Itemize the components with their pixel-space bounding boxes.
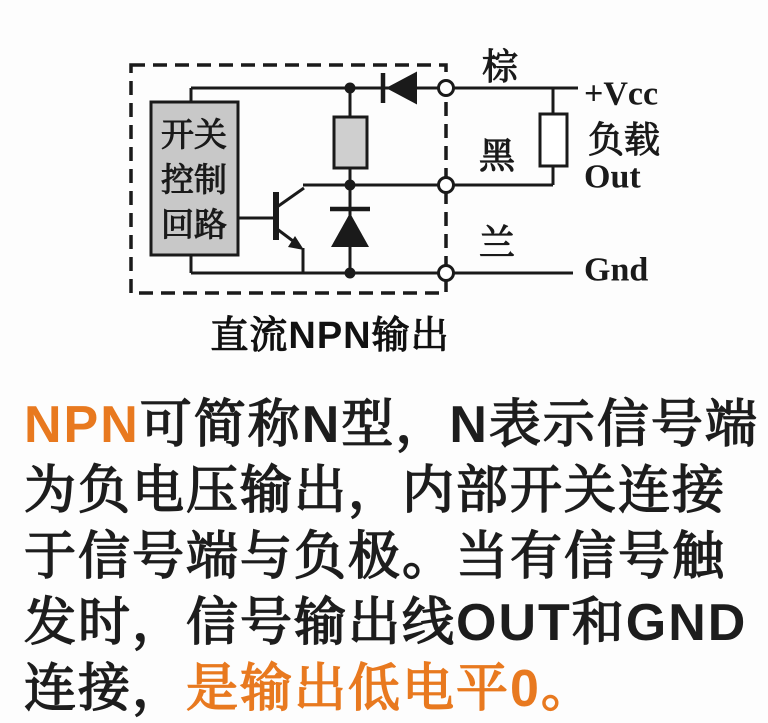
out-label: Out — [584, 158, 641, 196]
accent-text-segment: NPN — [24, 396, 140, 454]
explanation-paragraph — [24, 392, 766, 722]
diagram-caption: 直流NPN输出 — [210, 315, 450, 357]
npn-transistor — [238, 188, 304, 273]
accent-text-segment: 是输出低电平0。 — [186, 660, 595, 718]
terminal-brown — [439, 81, 454, 96]
paragraph-line-2 — [24, 458, 766, 524]
text-segment: 于信号端与负极。当有信号触 — [24, 528, 727, 586]
vcc-label: +Vcc — [584, 75, 659, 113]
junction-dot-middle — [345, 180, 356, 191]
load-resistor — [540, 114, 567, 166]
blue-wire-label: 兰 — [478, 223, 516, 263]
terminal-blue — [439, 266, 454, 281]
switch-control-box — [151, 102, 238, 255]
load-label: 负载 — [588, 120, 661, 160]
text-segment: 发时，信号输出线OUT和GND — [24, 594, 748, 652]
switch-control-box-label-line2: 控制 — [161, 163, 227, 199]
paragraph-line-4 — [24, 590, 766, 656]
flyback-diode — [330, 209, 370, 247]
transistor-collector-lead — [277, 188, 304, 207]
text-segment: 可简称N型，N表示信号端 — [139, 396, 759, 454]
brown-wire-label: 棕 — [481, 47, 519, 87]
switch-control-box-label-line1: 开关 — [161, 118, 227, 154]
internal-resistor — [334, 117, 367, 168]
reverse-protection-diode-triangle — [386, 72, 417, 105]
paragraph-line-3 — [24, 524, 766, 590]
gnd-label: Gnd — [584, 251, 649, 289]
paragraph-line-1 — [24, 392, 766, 458]
text-segment: 连接， — [24, 660, 187, 718]
switch-control-box-label-line3: 回路 — [161, 208, 227, 244]
reverse-protection-diode — [383, 72, 417, 105]
paragraph-line-5 — [24, 656, 766, 722]
junction-dot-bottom — [345, 268, 356, 279]
black-wire-label: 黑 — [478, 136, 516, 176]
junction-dot-top — [345, 83, 356, 94]
flyback-diode-triangle — [331, 213, 369, 247]
text-segment: 为负电压输出，内部开关连接 — [24, 462, 727, 520]
terminal-black — [439, 178, 454, 193]
